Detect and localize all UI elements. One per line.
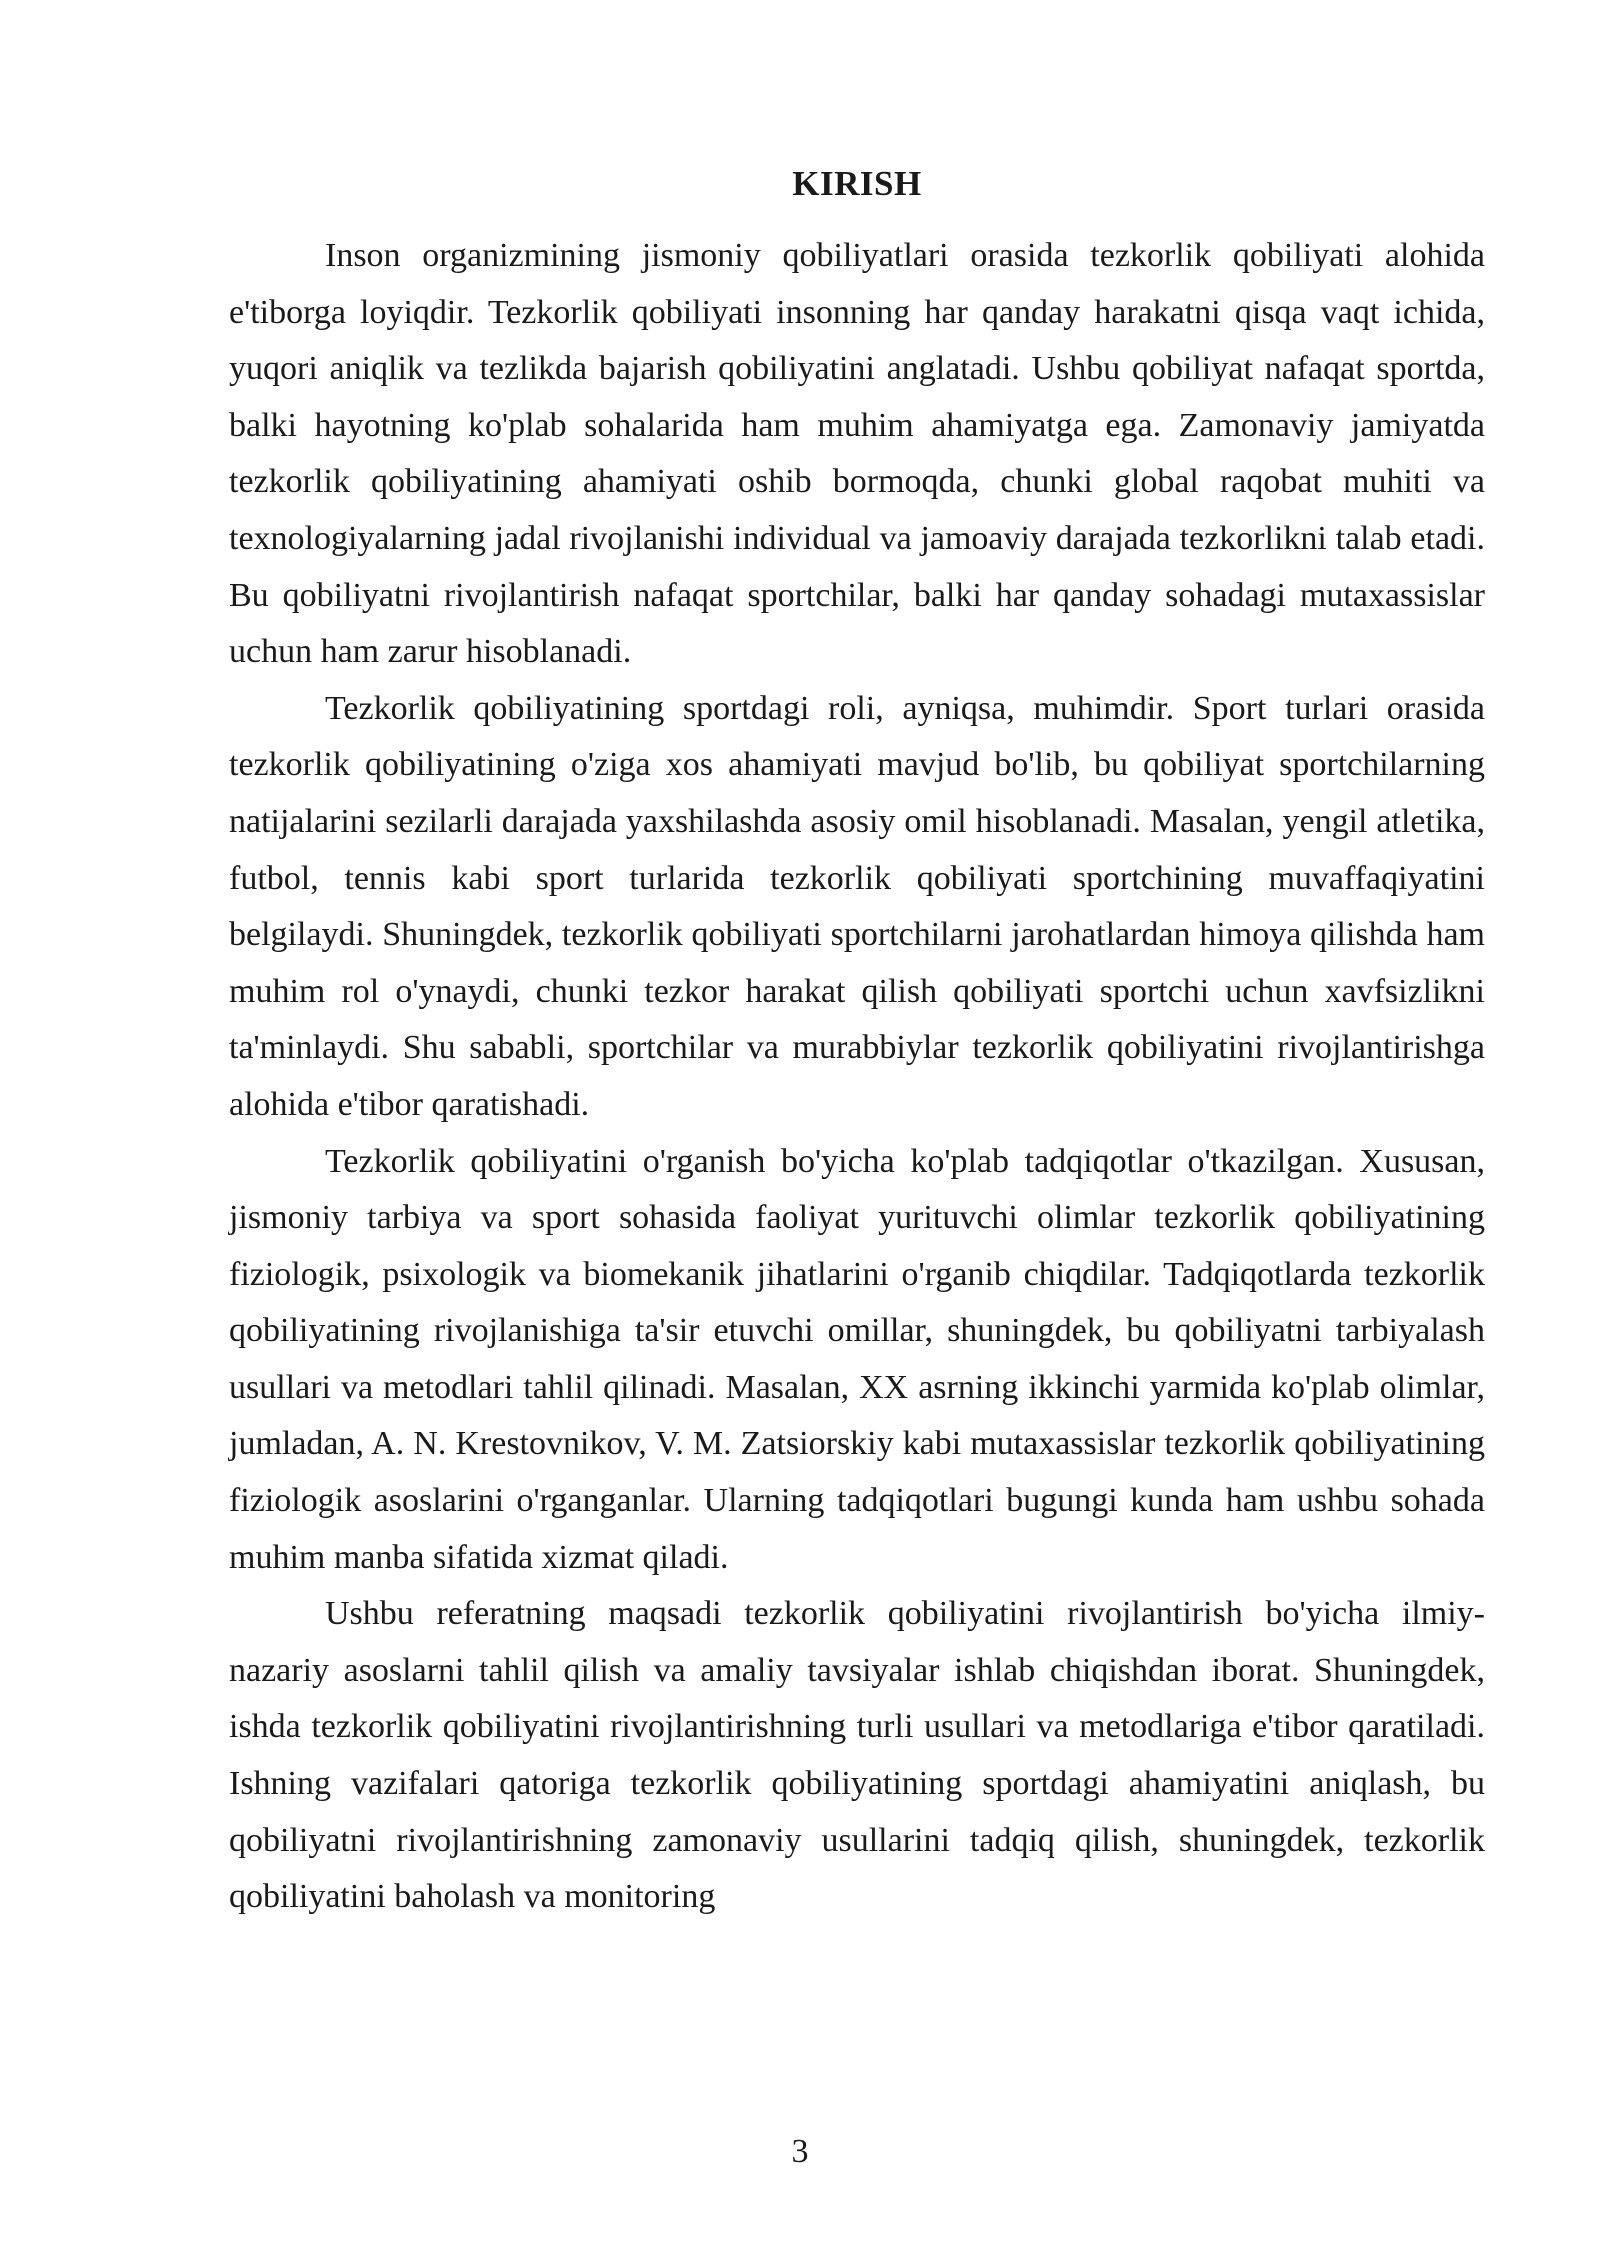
page-content — [229, 160, 1485, 1926]
paragraph: Tezkorlik qobiliyatini o'rganish bo'yicha ko'plab tadqiqotlar o'tkazilgan. Xususan, jismoniy tarbiya va sport sohasida faoliyat yurituvchi olimlar tezkorlik qobiliyatining fiziologik, psixologik va biomekanik jihatlarini o'rganib chiqdilar. Tadqiqotlarda tezkorlik qobiliyatining rivojlanishiga ta'sir etuvchi omillar, shuningdek, bu qobiliyatni tarbiyalash usullari va metodlari tahlil qilinadi. Masalan, XX asrning ikkinchi yarmida ko'plab olimlar, jumladan, A. N. Krestovnikov, V. M. Zatsiorskiy kabi mutaxassislar tezkorlik qobiliyatining fiziologik asoslarini o'rganganlar. Ularning tadqiqotlari bugungi kunda ham ushbu sohada muhim manba sifatida xizmat qiladi. — [229, 1142, 1485, 1576]
paragraph: Inson organizmining jismoniy qobiliyatlari orasida tezkorlik qobiliyati alohida e'tiborga loyiqdir. Tezkorlik qobiliyati insonning har qanday harakatni qisqa vaqt ichida, yuqori aniqlik va tezlikda bajarish qobiliyatini anglatadi. Ushbu qobiliyat nafaqat sportda, balki hayotning ko'plab sohalarida ham muhim ahamiyatga ega. Zamonaviy jamiyatda tezkorlik qobiliyatining ahamiyati oshib bormoqda, chunki global raqobat muhiti va texnologiyalarning jadal rivojlanishi individual va jamoaviy darajada tezkorlikni talab etadi. Bu qobiliyatni rivojlantirish nafaqat sportchilar, balki har qanday sohadagi mutaxassislar uchun ham zarur hisoblanadi. — [229, 237, 1485, 671]
page-number: 3 — [791, 2133, 809, 2170]
paragraph: Ushbu referatning maqsadi tezkorlik qobiliyatini rivojlantirish bo'yicha ilmiy-nazariy asoslarni tahlil qilish va amaliy tavsiyalar ishlab chiqishdan iborat. Shuningdek, ishda tezkorlik qobiliyatini rivojlantirishning turli usullari va metodlariga e'tibor qaratiladi. Ishning vazifalari qatoriga tezkorlik qobiliyatining sportdagi ahamiyatini aniqlash, bu qobiliyatni rivojlantirishning zamonaviy usullarini tadqiq qilish, shuningdek, tezkorlik qobiliyatini baholash va monitoring — [229, 1595, 1485, 1916]
section-title: KIRISH — [792, 164, 922, 203]
paragraph: Tezkorlik qobiliyatining sportdagi roli, ayniqsa, muhimdir. Sport turlari orasida tezkorlik qobiliyatining o'ziga xos ahamiyati mavjud bo'lib, bu qobiliyat sportchilarning natijalarini sezilarli darajada yaxshilashda asosiy omil hisoblanadi. Masalan, yengil atletika, futbol, tennis kabi sport turlarida tezkorlik qobiliyati sportchining muvaffaqiyatini belgilaydi. Shuningdek, tezkorlik qobiliyati sportchilarni jarohatlardan himoya qilishda ham muhim rol o'ynaydi, chunki tezkor harakat qilish qobiliyati sportchi uchun xavfsizlikni ta'minlaydi. Shu sababli, sportchilar va murabbiylar tezkorlik qobiliyatini rivojlantirishga alohida e'tibor qaratishadi. — [229, 689, 1485, 1123]
